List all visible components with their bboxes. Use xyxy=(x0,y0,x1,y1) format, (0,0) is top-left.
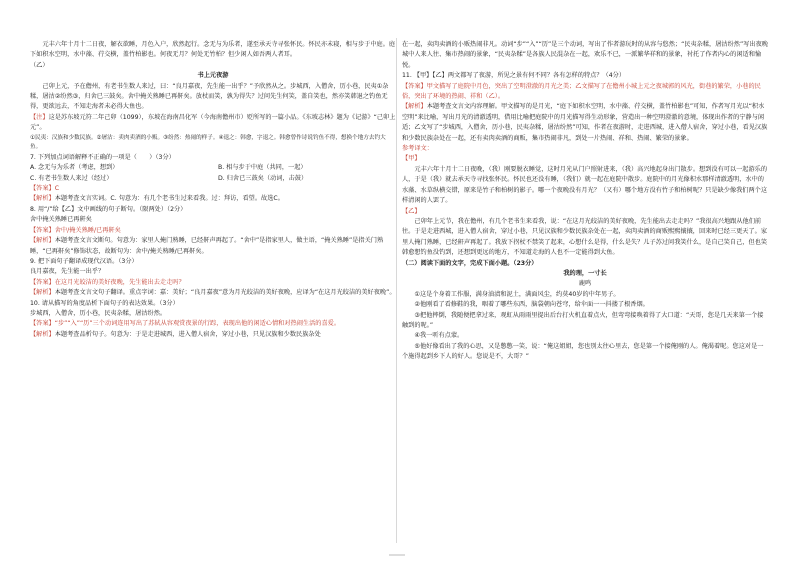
answer-text: 在这月光皎洁的美好夜晚，先生能出去走走吗？ xyxy=(54,278,185,286)
question-8: 8. 用“/”给【乙】文中画线的句子断句。（限两处）（2分） xyxy=(30,205,187,213)
explanation-11 xyxy=(402,102,768,144)
answer-9 xyxy=(30,278,396,288)
question-8-line: 舍中掩关熟睡已再鼾矣 xyxy=(30,216,92,224)
story-paragraph-3: ③把他摔倒，我随便把拿过来，观虹从雨雨里提出后台打火机直着点火，但弯弯接唤着得了大口道：“天哥，您是几天来第一个接触到的呢。” xyxy=(402,311,764,329)
story-title: 我的理，一寸长 xyxy=(563,269,607,277)
answer-label: 【答案】 xyxy=(30,226,55,234)
question-9: 9. 把下面句子翻译成现代汉语。（3分） xyxy=(30,257,138,265)
note-text: 这是苏东坡元符二年己卯（1099），东坡在海南昌化军（今海南儋州市）贬所写的一篇小品。《东坡志林》题为《记游》“己卯上元”。 xyxy=(30,113,396,132)
answer-text: 舍中/掩关熟睡/已再鼾矣 xyxy=(54,226,121,234)
explanation-9 xyxy=(30,288,396,298)
text-b: 己卯上元，予在儋州，有老书生数人来过，曰：“良月嘉夜，先生能一出乎？”予欣然从之。步城西，入僧舍，历小巷，民夷①杂糅，屠沽②纷然③，归舍已三鼓矣。舍中掩关熟睡已再鼾矣。放杖而笑，孰为得失？过问先生何笑，盖自笑也，然亦笑韩退之钓鱼无得，更欲远去，不知走海者未必得大鱼也。 xyxy=(30,82,389,111)
translation-b: 己卯年上元节，我在儋州，有几个老书生来看我，说：“在这月光皎洁的美好夜晚，先生能出去走走吗？”我很高兴地跟从他们前往。于是走进西城，进入僧人宿舍，穿过小巷，只见汉族和少数民族杂处在一起，卖肉卖酒的商贩熙熙攘攘，回来时已经三更天了。家里人掩门熟睡，已经鼾声再起了。我放下拐杖不禁笑了起来，心想什么是得，什么是失？儿子苏过问我笑什么，是自己笑自己，但也笑韩愈想钓鱼没钓到，还想到更远的地方，不知道走海的人也不一定能得到大鱼。 xyxy=(402,217,768,257)
answer-label: 【答案】 xyxy=(402,82,427,90)
explanation-label: 【解析】 xyxy=(30,195,55,203)
left-column xyxy=(30,40,396,340)
answer-label: 【答案】 xyxy=(30,320,55,328)
poem-title: 书上元夜游 xyxy=(197,72,229,80)
answer-11 xyxy=(402,82,768,103)
note-label: 【注】 xyxy=(30,113,49,121)
answer-10 xyxy=(30,319,396,329)
note-items: ①民夷：汉族和少数民族。②屠沽：卖肉卖酒的小贩。③纷然：热闹的样子。④退之：韩愈，字退之。韩愈曾作诗说钓鱼不得，想换个地方去钓大鱼。 xyxy=(30,134,386,151)
translation-b-label: 【乙】 xyxy=(402,207,421,215)
story-paragraph-1: ①这是个身着工作服，满身油渍和泥土，满面风尘，约莫40岁的中年男子。 xyxy=(414,290,620,298)
explanation-label: 【解析】 xyxy=(30,330,55,338)
question-10-line: 步城西，入僧舍，历小巷，民夷杂糅，屠沽纷然。 xyxy=(30,309,167,317)
question-9-line: 良月嘉夜，先生能一出乎？ xyxy=(30,268,105,276)
reference-translation-label: 参考译文： xyxy=(402,145,433,153)
explanation-text: 本题考查文言文断句。句意为：家里人掩门熟睡，已经鼾声再起了。“舍中”是指家里人，做主语，“掩关熟睡”是指关门熟睡，“已再鼾矣”修饰状态，故断句为：舍中/掩关熟睡/已再鼾矣。 xyxy=(30,237,384,255)
explanation-text: 本题考查文言文内容理解。甲文描写的是月光，“庭下如积水空明，水中藻、荇交横，盖竹柏影也”可知，作者写月光以“积水空明”来比喻，写出月光的清澈透明，借用比喻把庭院中的月光描写得生动形象，营造出一种空明澄澈的意境，体现出作者的宁静与闲适；乙文写了“步城西，入僧舍，历小巷，民夷杂糅，屠沽纷然”可知，作者在夜游时，走进西城，进入僧人宿舍，穿过小巷，看见汉族和少数民族杂处在一起，还有卖肉卖酒的商贩，集市热闹非凡，到处一片热闹、祥和、热闹、繁荣的景象。 xyxy=(402,103,768,142)
question-7: 7. 下列加点词语解释不正确的一项是（ ）（3分） xyxy=(30,153,175,161)
explanation-label: 【解析】 xyxy=(30,237,55,245)
explanation-text: 本题考查文言文句子翻译。重点字词：嘉：美好；“良月嘉夜”意为月光皎洁的美好夜晚，应译为“在这月光皎洁的美好夜晚”。 xyxy=(54,289,396,297)
option-a: A. 念无与为乐者（考虑，想到） xyxy=(30,164,119,172)
explanation-text: 本题考查品析句子。句意为：于是走进城西，进入僧人宿舍，穿过小巷，只见汉族和少数民族杂处 xyxy=(54,330,321,338)
note xyxy=(30,113,396,134)
question-7-options xyxy=(30,163,396,184)
explanation-8 xyxy=(30,236,396,257)
translation-a: 元丰六年十月十二日夜晚，（我）刚要脱衣睡觉，这时月光从门户照射进来，（我）高兴地起身出门散步。想到没有可以一起游乐的人，于是（我）就去承天寺寻找张怀民。怀民也还没有睡，（我们）就一起在庭院中散步。庭院中的月光像积水那样清澈透明，水中的水藻、水草纵横交错，原来是竹子和柏树的影子。哪一个夜晚没有月光？（又有）哪个地方没有竹子和柏树呢？只是缺少像我们两个这样清闲的人罢了。 xyxy=(402,165,768,205)
answer-8 xyxy=(30,226,396,236)
answer-text: 甲文描写了庭院中月色，突出了空明澄澈的月光之美；乙文描写了在儋州小城上元之夜城郭的风光，街巷的繁荣，小巷的民俗，突出了环境的热闹、祥和（乙）。 xyxy=(402,82,761,101)
question-11: 11. 【甲】【乙】两文都写了夜游，所见之景有何不同？各有怎样的特点？（4分） xyxy=(402,72,626,80)
answer-label: 【答案】 xyxy=(30,278,55,286)
section-b-label: （乙） xyxy=(30,61,49,69)
answer-text: C xyxy=(54,185,60,193)
column-divider xyxy=(396,38,397,543)
option-d: D. 归舍已三鼓矣（动词，击鼓） xyxy=(218,174,308,182)
translation-a-label: 【甲】 xyxy=(402,155,421,163)
explanation-10 xyxy=(30,330,396,340)
option-b: B. 相与步于中庭（共同，一起） xyxy=(218,164,307,172)
explanation-7 xyxy=(30,194,396,204)
question-10: 10. 请从描写的角度品析下面句子的表达效果。（3分） xyxy=(30,299,179,307)
story-paragraph-4: ④我一听有点蒙。 xyxy=(414,332,464,340)
explanation-10-continued: 在一起，卖肉卖酒的小贩热闹非凡。动词“步”“入”“历”是三个动词，写出了作者游玩时的从容与悠然；“民夷杂糅，屠沽纷然”写出夜晚城中人来人往、集市热闹的景象，“民夷杂糅”是各族人民混杂在一起，欢乐不已，一派繁华祥和的景象，衬托了作者内心的闲适和愉悦。 xyxy=(402,41,768,69)
answer-label: 【答案】 xyxy=(30,185,55,193)
explanation-text: 本题考查文言实词。C. 句意为：有几个老书生过来看我。过：拜访，看望。故选C。 xyxy=(54,195,284,203)
story-paragraph-2: ②他刚看了看修鞋的我，咽着了哪些东西，脑袋朝向苍穹，给伞面一一抖搂了根香烟。 xyxy=(414,301,649,309)
right-column xyxy=(402,40,768,363)
story-paragraph-5: ⑤他好像看出了我的心思，又是憋憋一笑，说：“俺这姐姐，您也别太往心里去，您是第一个接俺刚的人。俺渴着呢。您这对是一个施得起到乡下人的好人。您说是不，大哥？” xyxy=(402,342,764,361)
answer-text: “步”“入”“历”三个动词连用写出了苏轼从容观赏夜景的行踪，表现出他的闲适心情和对热闹生活的喜爱。 xyxy=(54,320,341,328)
section-2-heading: （二）阅读下面的文字，完成下面小题。（23分） xyxy=(402,259,538,267)
story-author: 鹿鸣 xyxy=(578,280,592,288)
page-footer-mark xyxy=(389,554,405,556)
explanation-label: 【解析】 xyxy=(30,289,55,297)
option-c: C. 有老书生数人来过（经过） xyxy=(30,174,113,182)
explanation-label: 【解析】 xyxy=(402,103,427,111)
text-a: 元丰六年十月十二日夜，解衣欲睡，月色入户，欣然起行。念无与为乐者，遂至承天寺寻张怀民。怀民亦未寝，相与步于中庭。庭下如积水空明，水中藻、荇交横，盖竹柏影也。何夜无月？何处无竹柏？但少闲人如吾两人者耳。 xyxy=(30,41,396,59)
answer-7 xyxy=(30,184,396,194)
